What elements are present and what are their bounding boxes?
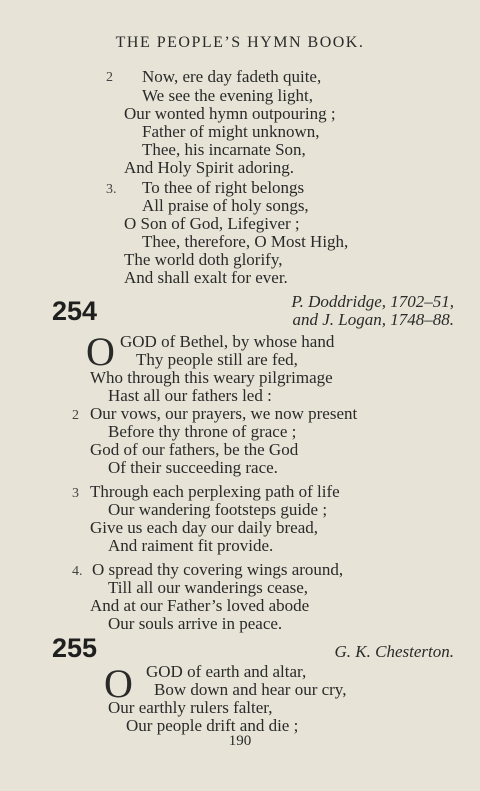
verse-line: To thee of right belongs bbox=[142, 178, 305, 197]
verse-line: All praise of holy songs, bbox=[142, 196, 309, 215]
verse-number: 4. bbox=[72, 564, 83, 579]
verse-line: Our souls arrive in peace. bbox=[108, 614, 283, 633]
verse-line: Give us each day our daily bread, bbox=[90, 518, 318, 537]
hymn-number: 254 bbox=[52, 296, 98, 326]
verse-line: God of our fathers, be the God bbox=[90, 440, 299, 459]
verse-number: 3 bbox=[72, 486, 79, 501]
verse-line: GOD of Bethel, by whose hand bbox=[120, 332, 335, 351]
page-number: 190 bbox=[228, 733, 252, 749]
verse-line: And raiment fit provide. bbox=[108, 536, 274, 555]
verse-line: Through each perplexing path of life bbox=[90, 482, 340, 501]
verse-line: Before thy throne of grace ; bbox=[108, 422, 297, 441]
verse-line: Till all our wanderings cease, bbox=[108, 578, 309, 597]
drop-cap: O bbox=[86, 329, 115, 374]
verse-line: We see the evening light, bbox=[142, 86, 313, 105]
verse-line: Thee, therefore, O Most High, bbox=[142, 232, 349, 251]
verse-number: 2 bbox=[106, 70, 113, 85]
verse-line: Our wonted hymn outpouring ; bbox=[124, 104, 336, 123]
verse-line: Now, ere day fadeth quite, bbox=[142, 67, 322, 86]
hymn-number: 255 bbox=[52, 633, 98, 663]
hymn-author-2: and J. Logan, 1748–88. bbox=[292, 310, 454, 329]
verse-line: The world doth glorify, bbox=[124, 250, 283, 269]
verse-line: And Holy Spirit adoring. bbox=[124, 158, 294, 177]
hymn-author: G. K. Chesterton. bbox=[334, 642, 454, 661]
verse-line: Bow down and hear our cry, bbox=[154, 680, 347, 699]
verse-line: And at our Father’s loved abode bbox=[90, 596, 310, 615]
drop-cap: O bbox=[104, 661, 133, 706]
verse-line: Thee, his incarnate Son, bbox=[142, 140, 306, 159]
verse-line: Father of might unknown, bbox=[142, 122, 320, 141]
verse-line: GOD of earth and altar, bbox=[146, 662, 307, 681]
verse-line: Hast all our fathers led : bbox=[108, 386, 272, 405]
verse-line: Our people drift and die ; bbox=[126, 716, 299, 735]
verse-line: Thy people still are fed, bbox=[136, 350, 298, 369]
verse-line: Who through this weary pilgrimage bbox=[90, 368, 333, 387]
verse-number: 3. bbox=[106, 182, 117, 197]
verse-line: O Son of God, Lifegiver ; bbox=[124, 214, 300, 233]
verse-line: And shall exalt for ever. bbox=[124, 268, 288, 287]
verse-line: Our earthly rulers falter, bbox=[108, 698, 273, 717]
verse-line: Our wandering footsteps guide ; bbox=[108, 500, 328, 519]
running-head: THE PEOPLE’S HYMN BOOK. bbox=[115, 34, 365, 51]
verse-line: Our vows, our prayers, we now present bbox=[90, 404, 358, 423]
hymn-author: P. Doddridge, 1702–51, bbox=[291, 292, 454, 311]
verse-number: 2 bbox=[72, 408, 79, 423]
verse-line: O spread thy covering wings around, bbox=[92, 560, 344, 579]
verse-line: Of their succeeding race. bbox=[108, 458, 278, 477]
